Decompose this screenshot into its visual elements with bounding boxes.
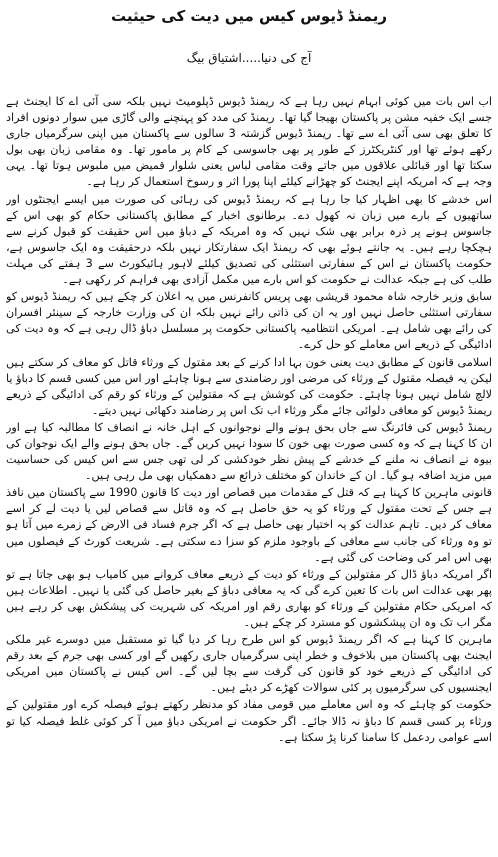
- article-header: [0, 0, 498, 66]
- paragraph: اگر امریکہ دباؤ ڈال کر مقتولین کے ورثاء کو دیت کے ذریعے معاف کروانے میں کامیاب ہو بھی جاتا ہے تو پھر بھی عدالت اس بات کا تعین کرے گی کہ یہ معافی دباؤ کے بغیر حاصل کی گئی یا نہیں۔ اطلاعات ہیں کہ امریکی حکام مقتولین کے ورثاء کو بھاری رقم اور امریکہ کی شہریت کی پیشکش بھی کر رہے ہیں مگر اب تک وہ ان پیشکشوں کو مسترد کر چکے ہیں۔: [6, 567, 492, 629]
- article-body: [6, 94, 492, 851]
- paragraph: اب اس بات میں کوئی ابہام نہیں رہا ہے کہ ریمنڈ ڈیوس ڈپلومیٹ نہیں بلکہ سی آئی اے کا ایجنٹ ہے جسے ایک خفیہ مشن پر پاکستان بھیجا گیا تھا۔ ریمنڈ کی مدد کو پہنچنے والی گاڑی میں سوار دونوں افراد کا تعلق بھی سی آئی اے سے تھا۔ ریمنڈ ڈیوس گزشتہ 3 سالوں سے پاکستان میں اپنی سرگرمیاں جاری رکھے ہوئے تھا اور کنٹریکٹرز کے طور پر بھی جاسوسی کے کام پر مامور تھا۔ وہ مقامی زبان بھی بول سکتا تھا اور قبائلی علاقوں میں جاتے وقت مقامی لباس یعنی شلوار قمیض میں ملبوس ہوتا تھا۔ یہی وجہ ہے کہ امریکہ اپنے ایجنٹ کو چھڑانے کیلئے اپنا پورا اثر و رسوخ استعمال کر رہا ہے۔: [6, 95, 492, 189]
- article-title: ریمنڈ ڈیوس کیس میں دیت کی حیثیت: [111, 7, 387, 25]
- paragraph: اسلامی قانون کے مطابق دیت یعنی خون بہا ادا کرنے کے بعد مقتول کے ورثاء قاتل کو معاف کر سکتے ہیں لیکن یہ فیصلہ مقتول کے ورثاء کی مرضی اور رضامندی سے ہونا چاہئے اور اس میں کسی قسم کا دباؤ یا لالچ شامل نہیں ہونا چاہئے۔ حکومت کی کوشش ہے کہ مقتولین کے ورثاء کو رقم کی ادائیگی کے ذریعے ریمنڈ ڈیوس کو معافی دلوائی جائے مگر ورثاء اب تک اس پر رضامند دکھائی نہیں دیتے۔: [6, 355, 492, 417]
- author-byline: آج کی دنیا.....اشتیاق بیگ: [186, 51, 312, 65]
- paragraph: حکومت کو چاہئے کہ وہ اس معاملے میں قومی مفاد کو مدنظر رکھتے ہوئے فیصلہ کرے اور مقتولین کے ورثاء پر کسی قسم کا دباؤ نہ ڈالا جائے۔ اگر حکومت نے امریکی دباؤ میں آ کر کوئی غلط فیصلہ کیا تو اسے عوامی ردعمل کا سامنا کرنا پڑ سکتا ہے۔: [6, 698, 492, 744]
- paragraph: اس خدشے کا بھی اظہار کیا جا رہا ہے کہ ریمنڈ ڈیوس کی رہائی کی صورت میں ایسے ایجنٹوں اور ساتھیوں کے بارے میں زبان نہ کھول دے۔ برطانوی اخبار کے مطابق پاکستانی حکام کو بھی اس کے جاسوس ہونے پر ذرہ برابر بھی شک نہیں کہ وہ امریکہ کے دباؤ میں اس حقیقت کو قبول کرنے سے ہچکچا رہے ہیں۔ یہ جانتے ہوئے بھی کہ ریمنڈ ایک سفارتکار نہیں بلکہ درحقیقت وہ ایک جاسوس ہے، حکومت پاکستان نے اس کے سفارتی استثنٰی کی تصدیق کیلئے لاہور ہائیکورٹ سے 3 ہفتے کی مہلت طلب کی ہے جبکہ عدالت نے حکومت کو اس بارے میں مکمل آزادی بھی فراہم کر رکھی ہے۔: [6, 192, 492, 287]
- paragraph: ریمنڈ ڈیوس کی فائرنگ سے جاں بحق ہونے والے نوجوانوں کے اہل خانہ نے انصاف کا مطالبہ کیا ہے اور ان کا کہنا ہے کہ وہ کسی صورت بھی خون کا سودا نہیں کریں گے۔ جاں بحق ہونے والے ایک نوجوان کی بیوہ نے انصاف نہ ملنے کے خدشے کے پیش نظر خودکشی کر لی تھی جس سے اس کیس کی حساسیت میں مزید اضافہ ہو گیا۔ ان کے خاندان کو مختلف ذرائع سے دھمکیاں بھی مل رہی ہیں۔: [6, 420, 492, 483]
- paragraph: ماہرین کا کہنا ہے کہ اگر ریمنڈ ڈیوس کو اس طرح رہا کر دیا گیا تو مستقبل میں دوسرے غیر ملکی ایجنٹ بھی پاکستان میں بلاخوف و خطر اپنی سرگرمیاں جاری رکھیں گے اور کسی بھی جرم کے بعد رقم کی ادائیگی کے ذریعے خود کو قانون کی گرفت سے بچا لیں گے۔ اس کیس نے پاکستان میں امریکی ایجنسیوں کی سرگرمیوں پر کئی سوالات کھڑے کر دیئے ہیں۔: [6, 633, 492, 695]
- paragraph: قانونی ماہرین کا کہنا ہے کہ قتل کے مقدمات میں قصاص اور دیت کا قانون 1990 سے پاکستان میں نافذ ہے جس کے تحت مقتول کے ورثاء کو یہ حق حاصل ہے کہ وہ قاتل سے قصاص لیں یا دیت لے کر اسے معاف کر دیں۔ تاہم عدالت کو یہ اختیار بھی حاصل ہے کہ اگر جرم فساد فی الارض کے زمرے میں آتا ہو تو وہ ورثاء کی جانب سے معافی کے باوجود ملزم کو سزا دے سکتی ہے۔ شریعت کورٹ کے فیصلوں میں بھی اس امر کی وضاحت کی گئی ہے۔: [6, 486, 492, 564]
- paragraph: سابق وزیر خارجہ شاہ محمود قریشی بھی پریس کانفرنس میں یہ اعلان کر چکے ہیں کہ ریمنڈ ڈیوس کو سفارتی استثنٰی حاصل نہیں اور یہ ان کی ذاتی رائے نہیں بلکہ ان کی وزارت خارجہ کے سینئر افسران کی رائے بھی شامل ہے۔ امریکی انتظامیہ پاکستانی حکومت پر مسلسل دباؤ ڈال رہی ہے کہ وہ دیت کی ادائیگی کے ذریعے اس معاملے کو حل کرے۔: [6, 290, 492, 352]
